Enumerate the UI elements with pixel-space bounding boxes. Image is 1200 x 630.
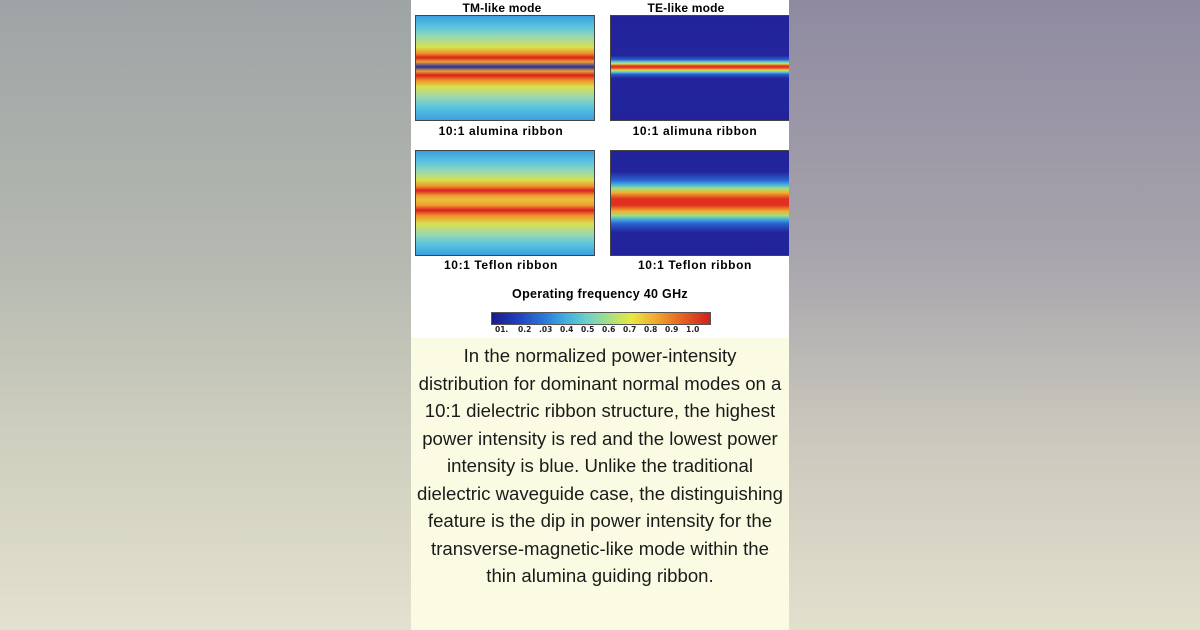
figure-card	[411, 0, 789, 630]
colorbar-tick: 0.6	[602, 325, 616, 334]
colorbar-tick: 0.9	[665, 325, 679, 334]
panel-label-tm-teflon: 10:1 Teflon ribbon	[444, 258, 558, 272]
heatmap-te-alumina	[610, 15, 789, 121]
panel-label-tm-alumina: 10:1 alumina ribbon	[438, 124, 564, 138]
panel-label-te-teflon: 10:1 Teflon ribbon	[638, 258, 752, 272]
colorbar-tick: 0.2	[518, 325, 532, 334]
colorbar-tick: 0.7	[623, 325, 637, 334]
column-title-te: TE-like mode	[647, 1, 725, 15]
colorbar-tick: .03	[539, 325, 553, 334]
heatmap-tm-alumina	[415, 15, 595, 121]
heatmap-te-teflon	[610, 150, 789, 256]
heatmap-tm-teflon	[415, 150, 595, 256]
column-title-tm: TM-like mode	[462, 1, 542, 15]
panel-label-te-alumina: 10:1 alimuna ribbon	[632, 124, 758, 138]
colorbar-tick: 0.8	[644, 325, 658, 334]
colorbar	[491, 312, 711, 325]
frequency-title: Operating frequency 40 GHz	[512, 287, 688, 301]
background-right	[789, 0, 1200, 630]
background-left	[0, 0, 411, 630]
colorbar-tick: 01.	[495, 325, 509, 334]
caption-box	[411, 338, 789, 630]
caption-text: In the normalized power-intensity distribution for dominant normal modes on a 10:1 dielectric ribbon structure, the highest power intensity is red and the lowest power intensity is blue. Unlike the traditional dielectric waveguide case, the distinguishing feature is the dip in power intensity for the transverse-magnetic-like mode within the thin alumina guiding ribbon.	[417, 345, 783, 586]
colorbar-tick: 0.4	[560, 325, 574, 334]
colorbar-tick: 0.5	[581, 325, 595, 334]
colorbar-tick: 1.0	[686, 325, 700, 334]
